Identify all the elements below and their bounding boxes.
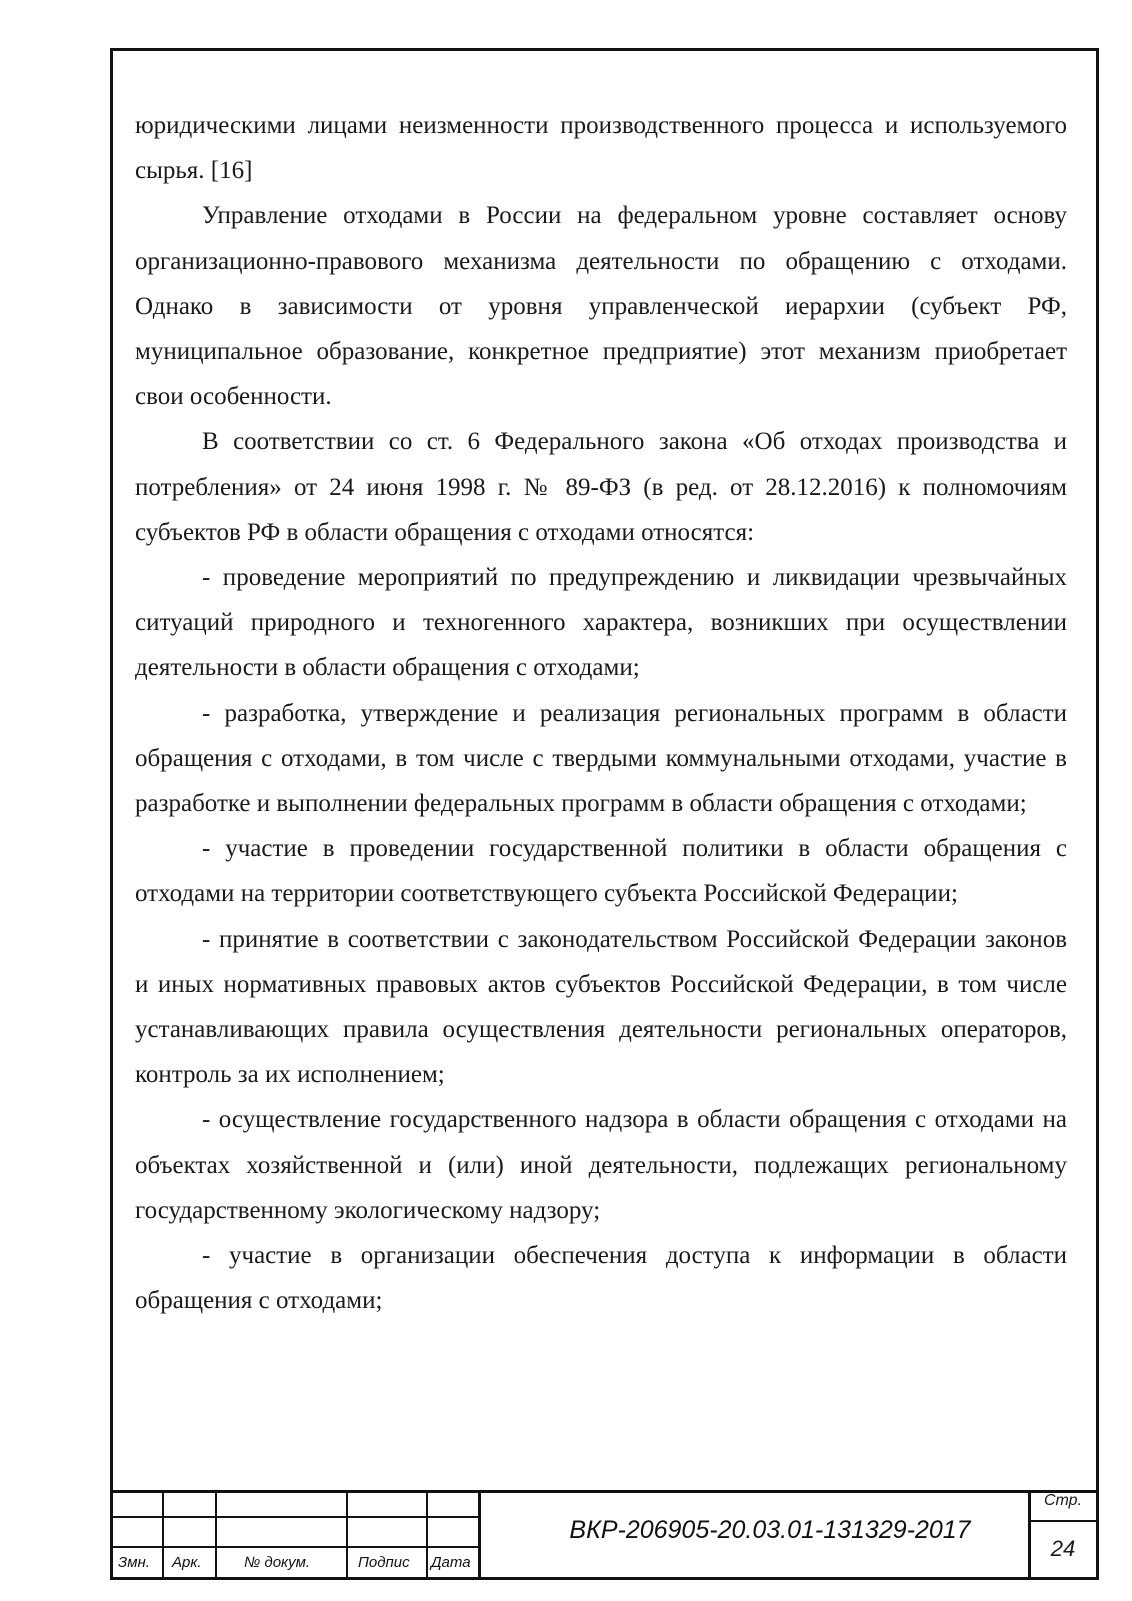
paragraph: Управление отходами в России на федеральном уровне составляет основу организационно-правового механизма деятельности по обращению с отходами. Однако в зависимости от уровня управленческой иерархии (субъект РФ, муниципальное образование, конкретное предприятие) этот механизм приобретает свои особенности. — [135, 202, 1067, 411]
stamp-page-divider — [1028, 1520, 1099, 1522]
stamp-col-line — [346, 1490, 348, 1580]
paragraph: В соответствии со ст. 6 Федерального закона «Об отходах производства и потребления» от 24 июня 1998 г. № 89-ФЗ (в ред. от 28.12.2016) к полномочиям субъектов РФ в области обращения с отходами относятся: — [135, 428, 1067, 546]
list-item: - участие в проведении государственной политики в области обращения с отходами на территории соответствующего субъекта Российской Федерации; — [135, 835, 1067, 908]
stamp-row-line — [110, 1516, 480, 1518]
paragraph: юридическими лицами неизменности производственного процесса и используемого сырья. [16] — [135, 112, 1067, 185]
stamp-label-date: Дата — [431, 1554, 471, 1571]
list-item: - разработка, утверждение и реализация региональных программ в области обращения с отходами, в том числе с твердыми коммунальными отходами, участие в разработке и выполнении федеральных программ в области обращения с отходами; — [135, 699, 1067, 818]
list-item: - участие в организации обеспечения доступа к информации в области обращения с отходами; — [135, 1242, 1067, 1315]
stamp-label-change: Змн. — [118, 1554, 150, 1571]
page-number: 24 — [1050, 1536, 1076, 1561]
stamp-col-line — [426, 1490, 428, 1580]
document-code: ВКР-206905-20.03.01-131329-2017 — [569, 1516, 971, 1544]
page-label: Стр. — [1043, 1492, 1083, 1509]
list-item: - принятие в соответствии с законодательством Российской Федерации законов и иных нормативных правовых актов субъектов Российской Федерации, в том числе устанавливающих правила осуществления деятельности региональных операторов, контроль за их исполнением; — [135, 925, 1067, 1089]
stamp-row-line — [110, 1546, 480, 1548]
stamp-label-signature: Подпис — [358, 1554, 410, 1571]
stamp-col-line — [215, 1490, 217, 1580]
stamp-col-line — [162, 1490, 164, 1580]
stamp-label-doc-number: № докум. — [244, 1554, 311, 1571]
stamp-top-border — [110, 1490, 1099, 1493]
list-item: - осуществление государственного надзора в области обращения с отходами на объектах хозяйственной и (или) иной деятельности, подлежащих региональному государственному экологическому надзору; — [135, 1106, 1067, 1224]
list-item: - проведение мероприятий по предупреждению и ликвидации чрезвычайных ситуаций природного и техногенного характера, возникших при осуществлении деятельности в области обращения с отходами; — [135, 564, 1067, 682]
stamp-col-line — [478, 1490, 481, 1580]
document-body — [135, 103, 1067, 1323]
title-block — [110, 1490, 1099, 1580]
stamp-label-sheet: Арк. — [172, 1554, 202, 1571]
